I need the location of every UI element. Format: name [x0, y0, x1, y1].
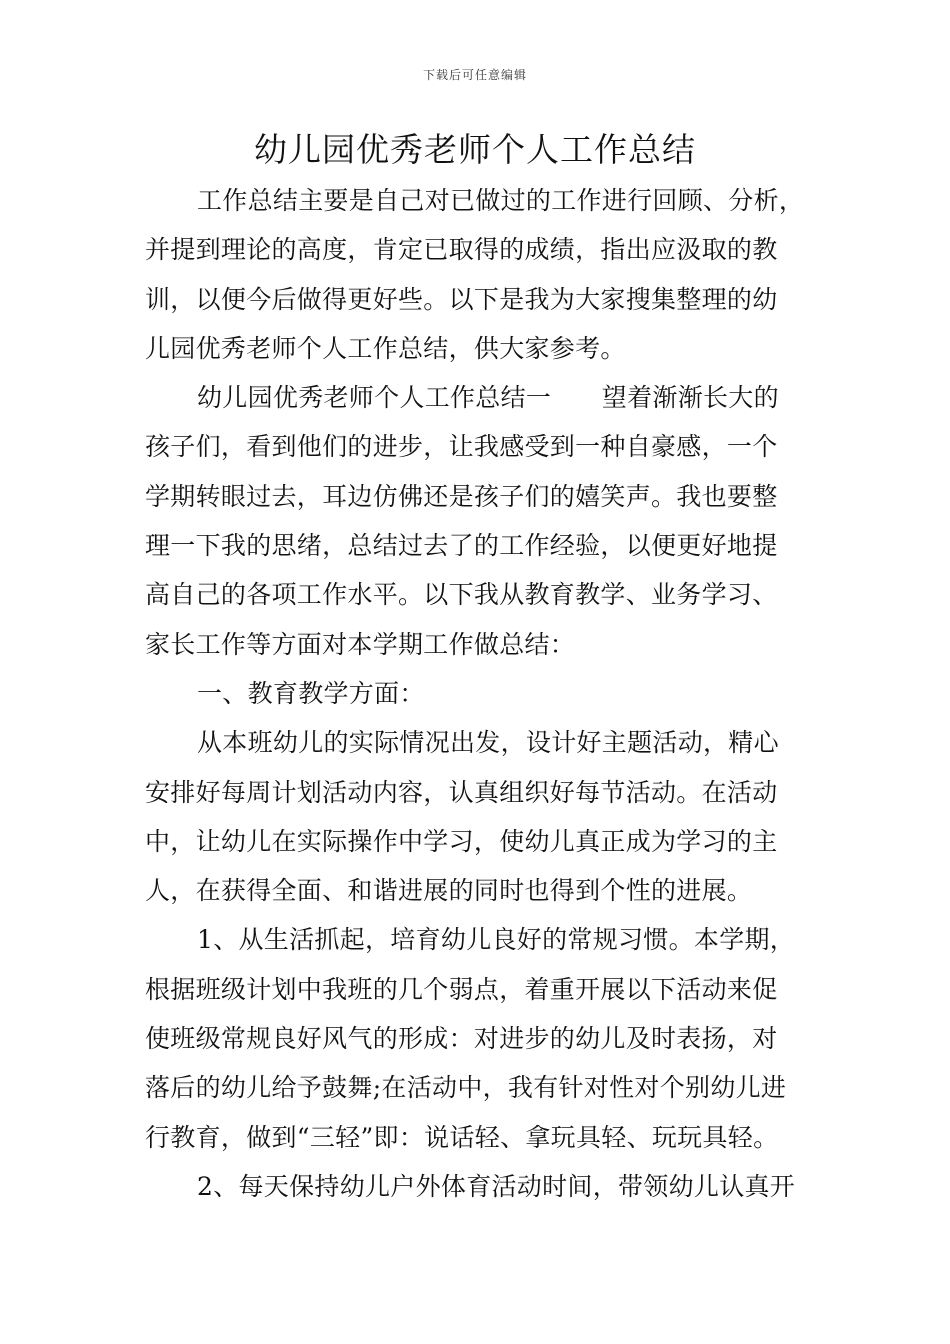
- text-line: 工作总结主要是自己对已做过的工作进行回顾、分析，: [197, 186, 805, 215]
- text-line: 从本班幼儿的实际情况出发，设计好主题活动，精心: [197, 728, 779, 758]
- section-heading: 一、教育教学方面：: [197, 678, 425, 708]
- text-line: 理一下我的思绪，总结过去了的工作经验，以便更好地提: [145, 531, 778, 561]
- document-title: 幼儿园优秀老师个人工作总结: [254, 130, 696, 169]
- text-line: 根据班级计划中我班的几个弱点，着重开展以下活动来促: [145, 974, 778, 1004]
- text-line: 高自己的各项工作水平。以下我从教育教学、业务学习、: [145, 580, 778, 610]
- text-line: 落后的幼儿给予鼓舞;在活动中，我有针对性对个别幼儿进: [145, 1073, 787, 1103]
- text-line: 中，让幼儿在实际操作中学习，使幼儿真正成为学习的主: [145, 826, 778, 856]
- text-line: 家长工作等方面对本学期工作做总结：: [145, 629, 576, 659]
- text-line: 学期转眼过去，耳边仿佛还是孩子们的嬉笑声。我也要整: [145, 481, 778, 511]
- text-line: 训，以便今后做得更好些。以下是我为大家搜集整理的幼: [145, 284, 778, 314]
- text-line: 1、从生活抓起，培育幼儿良好的常规习惯。本学期，: [197, 925, 796, 955]
- text-line: 2、每天保持幼儿户外体育活动时间，带领幼儿认真开: [197, 1171, 796, 1201]
- text-line: 使班级常规良好风气的形成：对进步的幼儿及时表扬，对: [145, 1024, 778, 1054]
- text-line: 安排好每周计划活动内容，认真组织好每节活动。在活动: [145, 777, 778, 807]
- text-line: 幼儿园优秀老师个人工作总结一 望着渐渐长大的: [197, 383, 779, 413]
- text-line: 行教育，做到“三轻”即：说话轻、拿玩具轻、玩玩具轻。: [145, 1122, 779, 1152]
- text-line: 人，在获得全面、和谐进展的同时也得到个性的进展。: [145, 876, 753, 906]
- text-line: 儿园优秀老师个人工作总结，供大家参考。: [145, 333, 626, 363]
- header-note: 下载后可任意编辑: [422, 68, 527, 82]
- text-line: 孩子们，看到他们的进步，让我感受到一种自豪感，一个: [145, 432, 778, 462]
- text-line: 并提到理论的高度，肯定已取得的成绩，指出应汲取的教: [145, 235, 778, 265]
- document-body: [145, 176, 835, 1211]
